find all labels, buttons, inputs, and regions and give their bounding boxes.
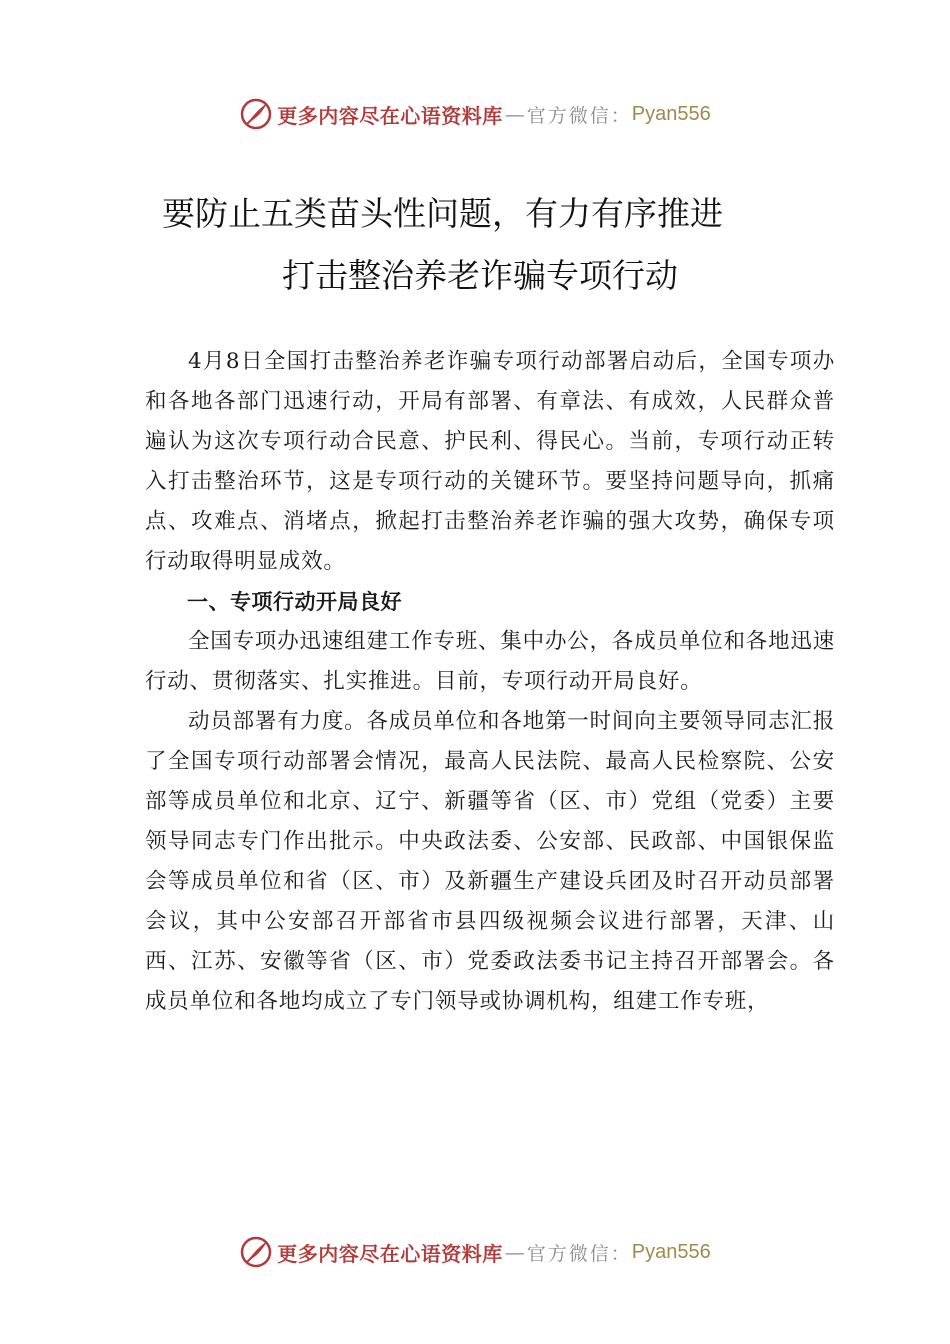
body-paragraph: 动员部署有力度。各成员单位和各地第一时间向主要领导同志汇报了全国专项行动部署会情况，最高人民法院、最高人民检察院、公安部等成员单位和北京、辽宁、新疆等省（区、市）党组（党委）主要领导同志专门作出批示。中央政法委、公安部、民政部、中国银保监会等成员单位和省（区、市）及新疆生产建设兵团及时召开动员部署会议，其中公安部召开部省市县四级视频会议进行部署，天津、山西、江苏、安徽等省（区、市）党委政法委书记主持召开部署会。各成员单位和各地均成立了专门领导或协调机构，组建工作专班， — [145, 709, 835, 1014]
banner-wechat-label: 官方微信： — [526, 1242, 632, 1265]
document-body — [145, 342, 835, 1022]
section-heading: 一、专项行动开局良好 — [187, 590, 402, 614]
feather-logo-icon — [239, 1235, 273, 1269]
body-paragraph: 全国专项办迅速组建工作专班、集中办公，各成员单位和各地迅速行动、贯彻落实、扎实推进。目前，专项行动开局良好。 — [145, 629, 835, 694]
banner-text: 更多内容尽在心语资料库 — [277, 1241, 503, 1266]
header-banner — [0, 94, 950, 134]
banner-wechat-id: Pyan556 — [631, 102, 711, 125]
feather-logo-icon — [239, 97, 273, 131]
banner-separator: — — [504, 102, 525, 126]
banner-text: 更多内容尽在心语资料库 — [277, 103, 503, 128]
document-title-line-1: 要防止五类苗头性问题，有力有序推进 — [162, 194, 723, 233]
banner-separator: — — [504, 1240, 525, 1264]
banner-wechat-id: Pyan556 — [631, 1240, 711, 1263]
footer-banner — [0, 1232, 950, 1272]
body-paragraph: 4月8日全国打击整治养老诈骗专项行动部署启动后，全国专项办和各地各部门迅速行动，开局有部署、有章法、有成效，人民群众普遍认为这次专项行动合民意、护民利、得民心。当前，专项行动正转入打击整治环节，这是专项行动的关键环节。要坚持问题导向，抓痛点、攻难点、消堵点，掀起打击整治养老诈骗的强大攻势，确保专项行动取得明显成效。 — [145, 349, 835, 574]
document-title-line-2: 打击整治养老诈骗专项行动 — [282, 256, 678, 295]
banner-wechat-label: 官方微信： — [526, 104, 632, 127]
